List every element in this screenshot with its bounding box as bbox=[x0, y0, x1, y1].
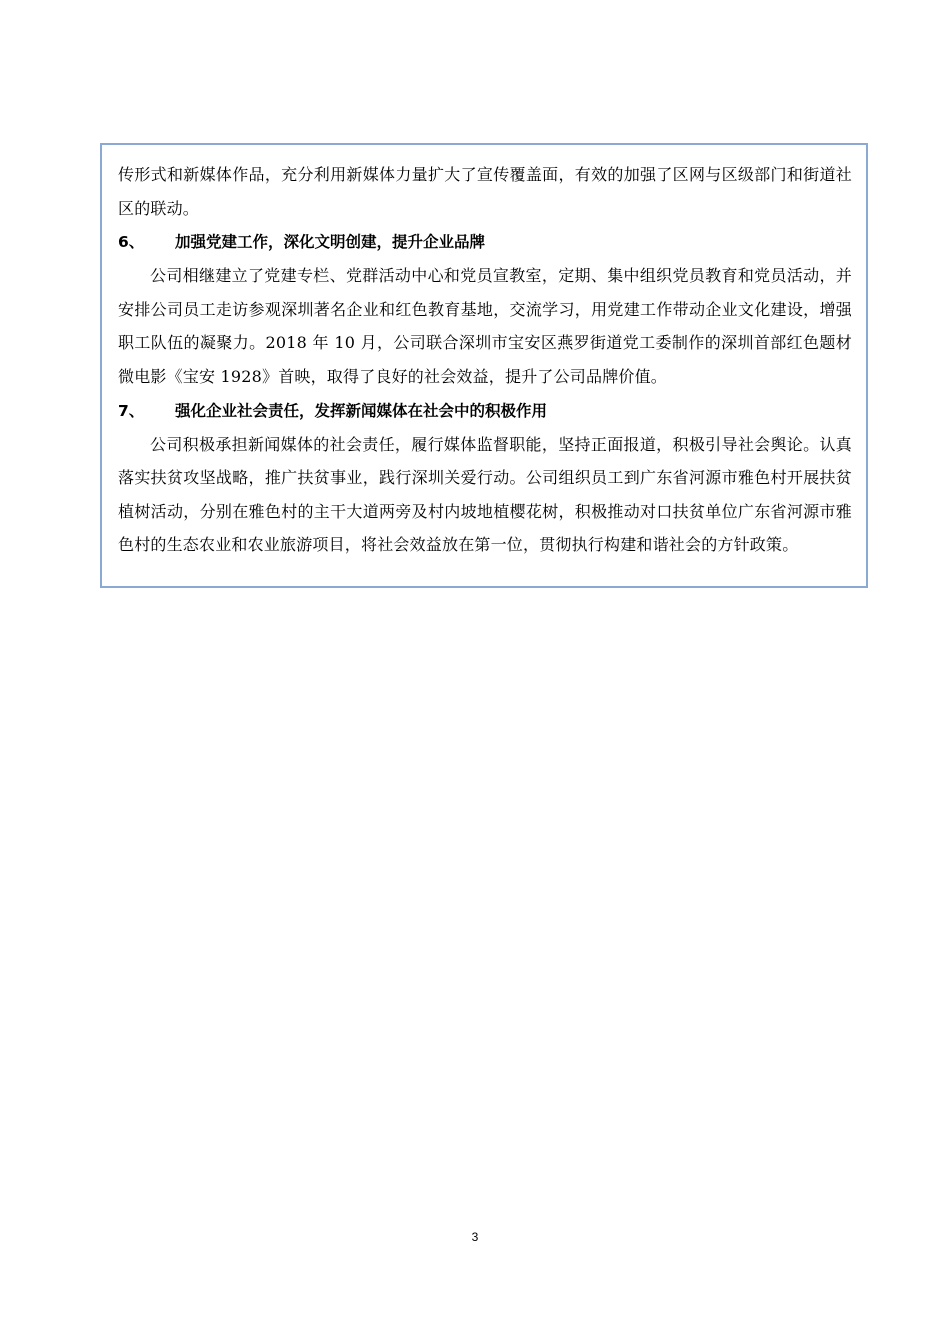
section-title: 加强党建工作，深化文明创建，提升企业品牌 bbox=[175, 233, 486, 252]
intro-paragraph: 传形式和新媒体作品，充分利用新媒体力量扩大了宣传覆盖面，有效的加强了区网与区级部门和街道社区的联动。 bbox=[118, 165, 852, 218]
section-title: 强化企业社会责任，发挥新闻媒体在社会中的积极作用 bbox=[175, 401, 548, 420]
section-heading-6 bbox=[118, 225, 852, 259]
section-paragraph-6: 公司相继建立了党建专栏、党群活动中心和党员宣教室，定期、集中组织党员教育和党员活动，并安排公司员工走访参观深圳著名企业和红色教育基地，交流学习，用党建工作带动企业文化建设，增强职工队伍的凝聚力。2018 年 10 月，公司联合深圳市宝安区燕罗街道党工委制作的深圳首部红色题材微电影《宝安 1928》首映，取得了良好的社会效益，提升了公司品牌价值。 bbox=[118, 266, 852, 386]
content-box bbox=[100, 143, 868, 588]
section-number: 6、 bbox=[118, 233, 145, 252]
section-paragraph-7: 公司积极承担新闻媒体的社会责任，履行媒体监督职能，坚持正面报道，积极引导社会舆论。认真落实扶贫攻坚战略，推广扶贫事业，践行深圳关爱行动。公司组织员工到广东省河源市雅色村开展扶贫植树活动，分别在雅色村的主干大道两旁及村内坡地植樱花树，积极推动对口扶贫单位广东省河源市雅色村的生态农业和农业旅游项目，将社会效益放在第一位，贯彻执行构建和谐社会的方针政策。 bbox=[118, 434, 852, 555]
page-number: 3 bbox=[471, 1230, 479, 1244]
section-heading-7 bbox=[118, 394, 852, 428]
section-number: 7、 bbox=[118, 401, 145, 420]
